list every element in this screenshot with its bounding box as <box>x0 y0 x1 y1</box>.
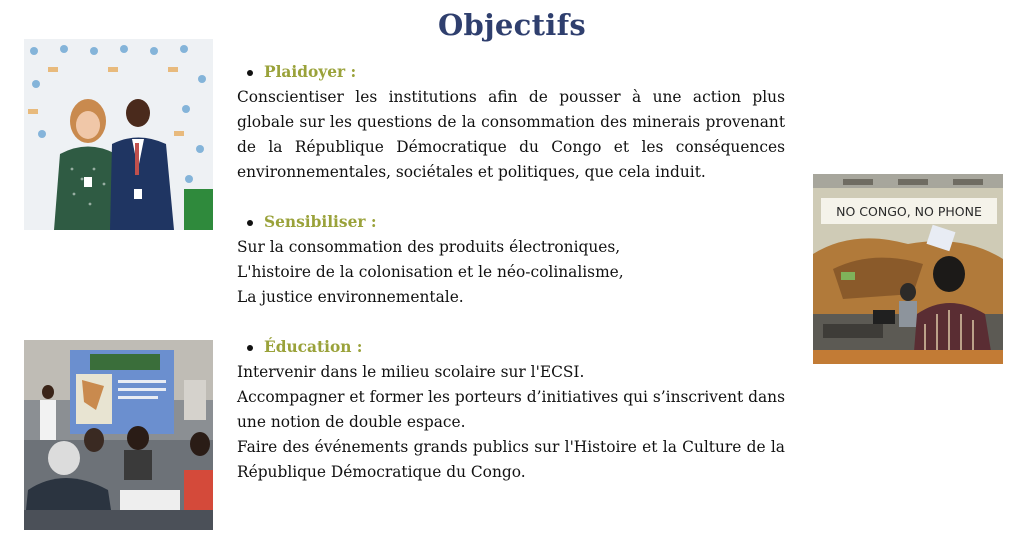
text-line: Intervenir dans le milieu scolaire sur l'ECSI. <box>237 363 585 381</box>
talk-photo <box>813 174 1003 364</box>
plaidoyer-text: Conscientiser les institutions afin de pousser à une action plus globale sur les questions de la consommation des minerais provenant de la République Démocratique du Congo et les conséquences environnementales, sociétales et politiques, que cela induit. <box>237 88 785 181</box>
objectives-content <box>237 60 785 485</box>
section-heading-plaidoyer <box>237 60 785 85</box>
heading-text: Éducation : <box>264 338 363 356</box>
text-line: Sur la consommation des produits électroniques, <box>237 238 621 256</box>
page-title: Objectifs <box>437 8 587 42</box>
text-line: La justice environnementale. <box>237 288 464 306</box>
text-line: Accompagner et former les porteurs d’initiatives qui s’inscrivent dans une notion de double espace. <box>237 388 785 431</box>
talk-slide-caption: NO CONGO, NO PHONE <box>836 204 982 219</box>
conference-photo <box>24 39 213 230</box>
bullet-icon <box>247 345 253 351</box>
text-line: L'histoire de la colonisation et le néo-colinalisme, <box>237 263 624 281</box>
heading-text: Plaidoyer : <box>264 63 357 81</box>
section-heading-education <box>237 335 785 360</box>
workshop-photo <box>24 340 213 530</box>
education-text <box>237 360 785 485</box>
text-line: Faire des événements grands publics sur l'Histoire et la Culture de la République Démocratique du Congo. <box>237 438 785 481</box>
section-heading-sensibiliser <box>237 210 785 235</box>
bullet-icon <box>247 70 253 76</box>
heading-text: Sensibiliser : <box>264 213 377 231</box>
sensibiliser-text <box>237 235 785 310</box>
bullet-icon <box>247 220 253 226</box>
